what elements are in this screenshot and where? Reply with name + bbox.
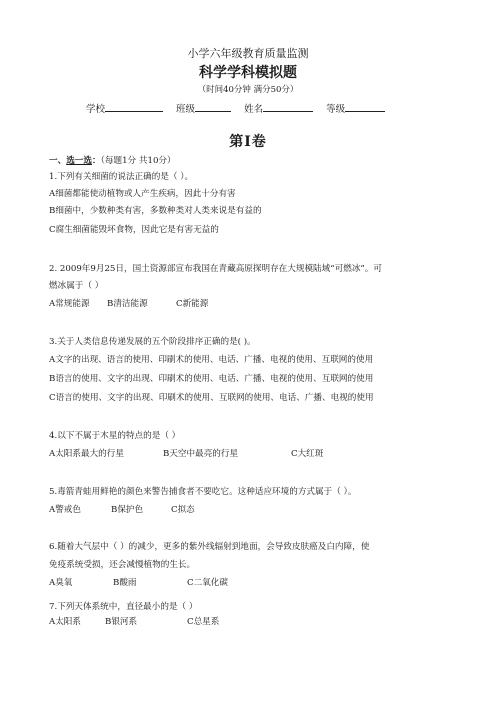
question-2-stem-line-2: 燃冰属于（ ） [49, 281, 104, 291]
question-6-option-b: B酸雨 [113, 578, 137, 588]
question-1-option-c: C腐生细菌能毁坏食物，因此它是有害无益的 [49, 225, 219, 235]
section-title: 选一选 [66, 156, 92, 166]
grade-blank[interactable] [345, 101, 385, 112]
question-6-option-a: A臭氧 [49, 578, 73, 588]
question-3-option-b: B语言的使用、文字的出现、印刷术的使用、电话、广播、电视的使用、互联网的使用 [49, 374, 374, 384]
question-7-option-b: B银河系 [105, 617, 138, 627]
question-6-option-c: C二氧化碳 [187, 578, 228, 588]
question-4-stem: 4.以下不属于木星的特点的是（ ） [49, 431, 181, 441]
question-7-option-c: C总星系 [187, 617, 220, 627]
question-1-option-a: A细菌都能使动植物或人产生疾病，因此十分有害 [49, 189, 236, 199]
section-note: （每题1分 共10分） [100, 156, 176, 166]
question-1-option-b: B细菌中，少数种类有害，多数种类对人类来说是有益的 [49, 206, 262, 216]
question-2-option-c: C新能源 [176, 299, 209, 309]
question-2-stem-line-1: 2. 2009年9月25日，国土资源部宣布我国在青藏高原探明存在大规模陆域“可燃冰”。可 [49, 264, 382, 274]
section-heading [49, 155, 176, 167]
student-info-fields [86, 101, 385, 117]
question-4-options [49, 448, 323, 460]
question-4-option-b: B天空中最亮的行星 [163, 449, 239, 459]
question-4-option-a: A太阳系最大的行星 [49, 449, 124, 459]
name-label: 姓名 [244, 104, 264, 115]
school-blank[interactable] [105, 101, 163, 112]
grade-label: 等级 [326, 104, 346, 115]
question-6-stem-line-1: 6.随着大气层中（ ）的减少，更多的紫外线辐射到地面，会导致皮肤癌及白内障，使 [49, 542, 370, 552]
question-3-option-c: C语言的使用、文字的出现、印刷术的使用、互联网的使用、电话、广播、电视的使用 [49, 393, 374, 403]
question-5-stem: 5.毒箭青蛙用鲜艳的颜色来警告捕食者不要吃它。这种适应环境的方式属于（ ）。 [49, 487, 357, 497]
question-5-option-c: C拟态 [171, 505, 195, 515]
question-7-stem: 7.下列天体系统中，直径最小的是（ ） [49, 602, 198, 612]
question-7-options [49, 616, 219, 628]
name-blank[interactable] [263, 101, 313, 112]
subject-title: 科学学科模拟题 [199, 65, 297, 81]
volume-heading: 第Ⅰ卷 [229, 134, 267, 150]
section-number: 一、 [49, 156, 67, 166]
question-3-option-a: A文字的出现、语言的使用、印刷术的使用、电话、广播、电视的使用、互联网的使用 [49, 355, 374, 365]
question-5-option-b: B保护色 [111, 505, 144, 515]
question-5-options [49, 504, 195, 516]
question-2-option-a: A常规能源 [49, 299, 90, 309]
question-6-stem-line-2: 免疫系统受损，还会减慢植物的生长。 [49, 560, 196, 570]
question-7-option-a: A太阳系 [49, 617, 81, 627]
question-2-options [49, 298, 208, 310]
school-label: 学校 [86, 104, 106, 115]
question-2-option-b: B清洁能源 [107, 299, 148, 309]
question-3-stem: 3.关于人类信息传递发展的五个阶段排序正确的是( )。 [49, 337, 256, 347]
section-colon: ： [92, 156, 101, 166]
time-note: （时间40分钟 满分50分） [197, 85, 299, 95]
exam-title: 小学六年级教育质量监测 [187, 47, 309, 60]
question-1-stem: 1.下列有关细菌的说法正确的是（ ）。 [49, 172, 194, 182]
class-label: 班级 [176, 104, 196, 115]
question-5-option-a: A警戒色 [49, 505, 81, 515]
question-6-options [49, 577, 228, 589]
class-blank[interactable] [195, 101, 231, 112]
question-4-option-c: C大红斑 [291, 449, 324, 459]
